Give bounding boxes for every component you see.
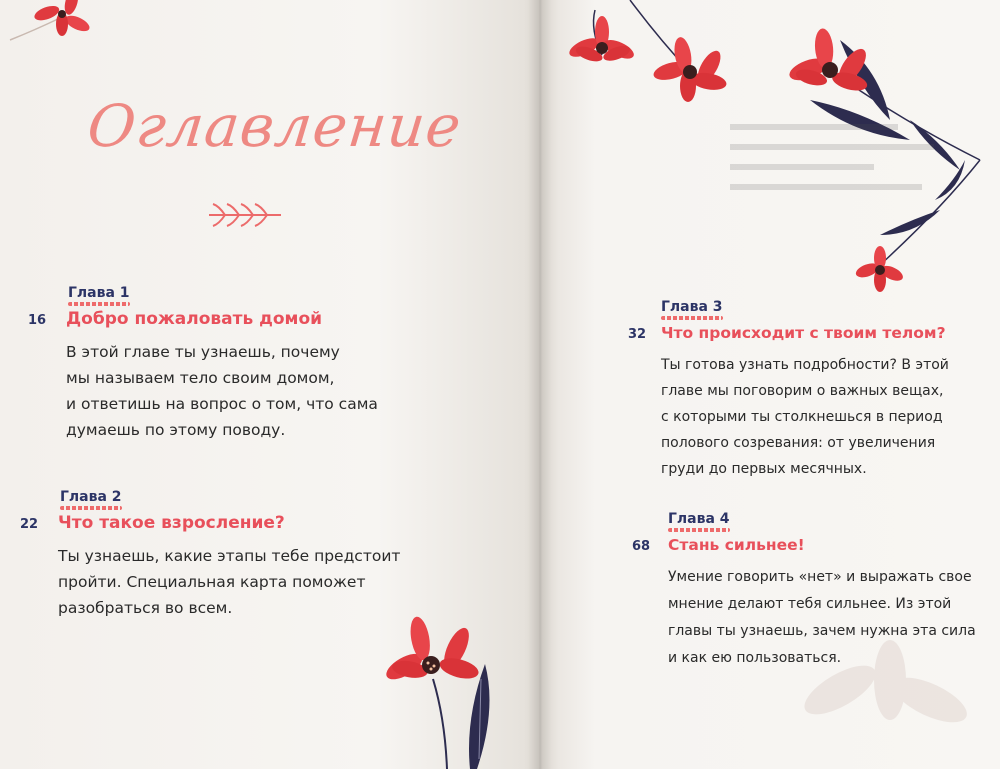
- description-line: главы ты узнаешь, зачем нужна эта сила: [668, 623, 976, 639]
- chapter-label: Глава 3: [661, 299, 723, 315]
- chapter-description: [20, 543, 400, 621]
- description-line: мнение делают тебя сильнее. Из этой: [668, 596, 952, 612]
- chapter-title: Стань сильнее!: [668, 536, 805, 554]
- page-title: Оглавление: [84, 92, 465, 160]
- description-line: и как ею пользоваться.: [668, 650, 842, 666]
- chapter-label: Глава 2: [60, 489, 122, 505]
- flower-top-left-icon: [0, 0, 100, 50]
- description-line: разобраться во всем.: [58, 599, 233, 617]
- description-line: главе мы поговорим о важных вещах,: [661, 383, 944, 399]
- description-line: мы называем тело своим домом,: [66, 369, 335, 387]
- chapter-description: [28, 339, 378, 443]
- description-line: думаешь по этому поводу.: [66, 421, 286, 439]
- chapter-1[interactable]: [28, 282, 378, 443]
- faint-backside-flower: [780, 630, 980, 769]
- description-line: полового созревания: от увеличения: [661, 435, 936, 451]
- chapter-title: Что происходит с твоим телом?: [661, 324, 946, 342]
- chapter-page-number: 32: [628, 327, 647, 342]
- chapter-description: [628, 352, 949, 482]
- chapter-title: Добро пожаловать домой: [66, 309, 323, 329]
- chapter-3[interactable]: [628, 296, 949, 482]
- chapter-2[interactable]: [20, 486, 400, 621]
- chapter-page-number: 22: [20, 517, 39, 532]
- description-line: и ответишь на вопрос о том, что сама: [66, 395, 378, 413]
- description-line: Умение говорить «нет» и выражать свое: [668, 569, 972, 585]
- description-line: В этой главе ты узнаешь, почему: [66, 343, 340, 361]
- description-line: с которыми ты столкнешься в период: [661, 409, 943, 425]
- description-line: груди до первых месячных.: [661, 461, 867, 477]
- description-line: пройти. Специальная карта поможет: [58, 573, 366, 591]
- chapter-title: Что такое взросление?: [58, 513, 285, 533]
- chapter-page-number: 68: [632, 539, 651, 554]
- chapter-label: Глава 1: [68, 285, 130, 301]
- book-spine-shadow: [528, 0, 552, 769]
- right-page: [540, 0, 1000, 769]
- faint-backside-text: [730, 110, 970, 204]
- description-line: Ты готова узнать подробности? В этой: [661, 357, 949, 373]
- flower-bottom-icon: [385, 609, 525, 769]
- chapter-page-number: 16: [28, 313, 47, 328]
- description-line: Ты узнаешь, какие этапы тебе предстоит: [58, 547, 401, 565]
- leaf-ornament-icon: [205, 200, 285, 230]
- chapter-label: Глава 4: [668, 511, 730, 527]
